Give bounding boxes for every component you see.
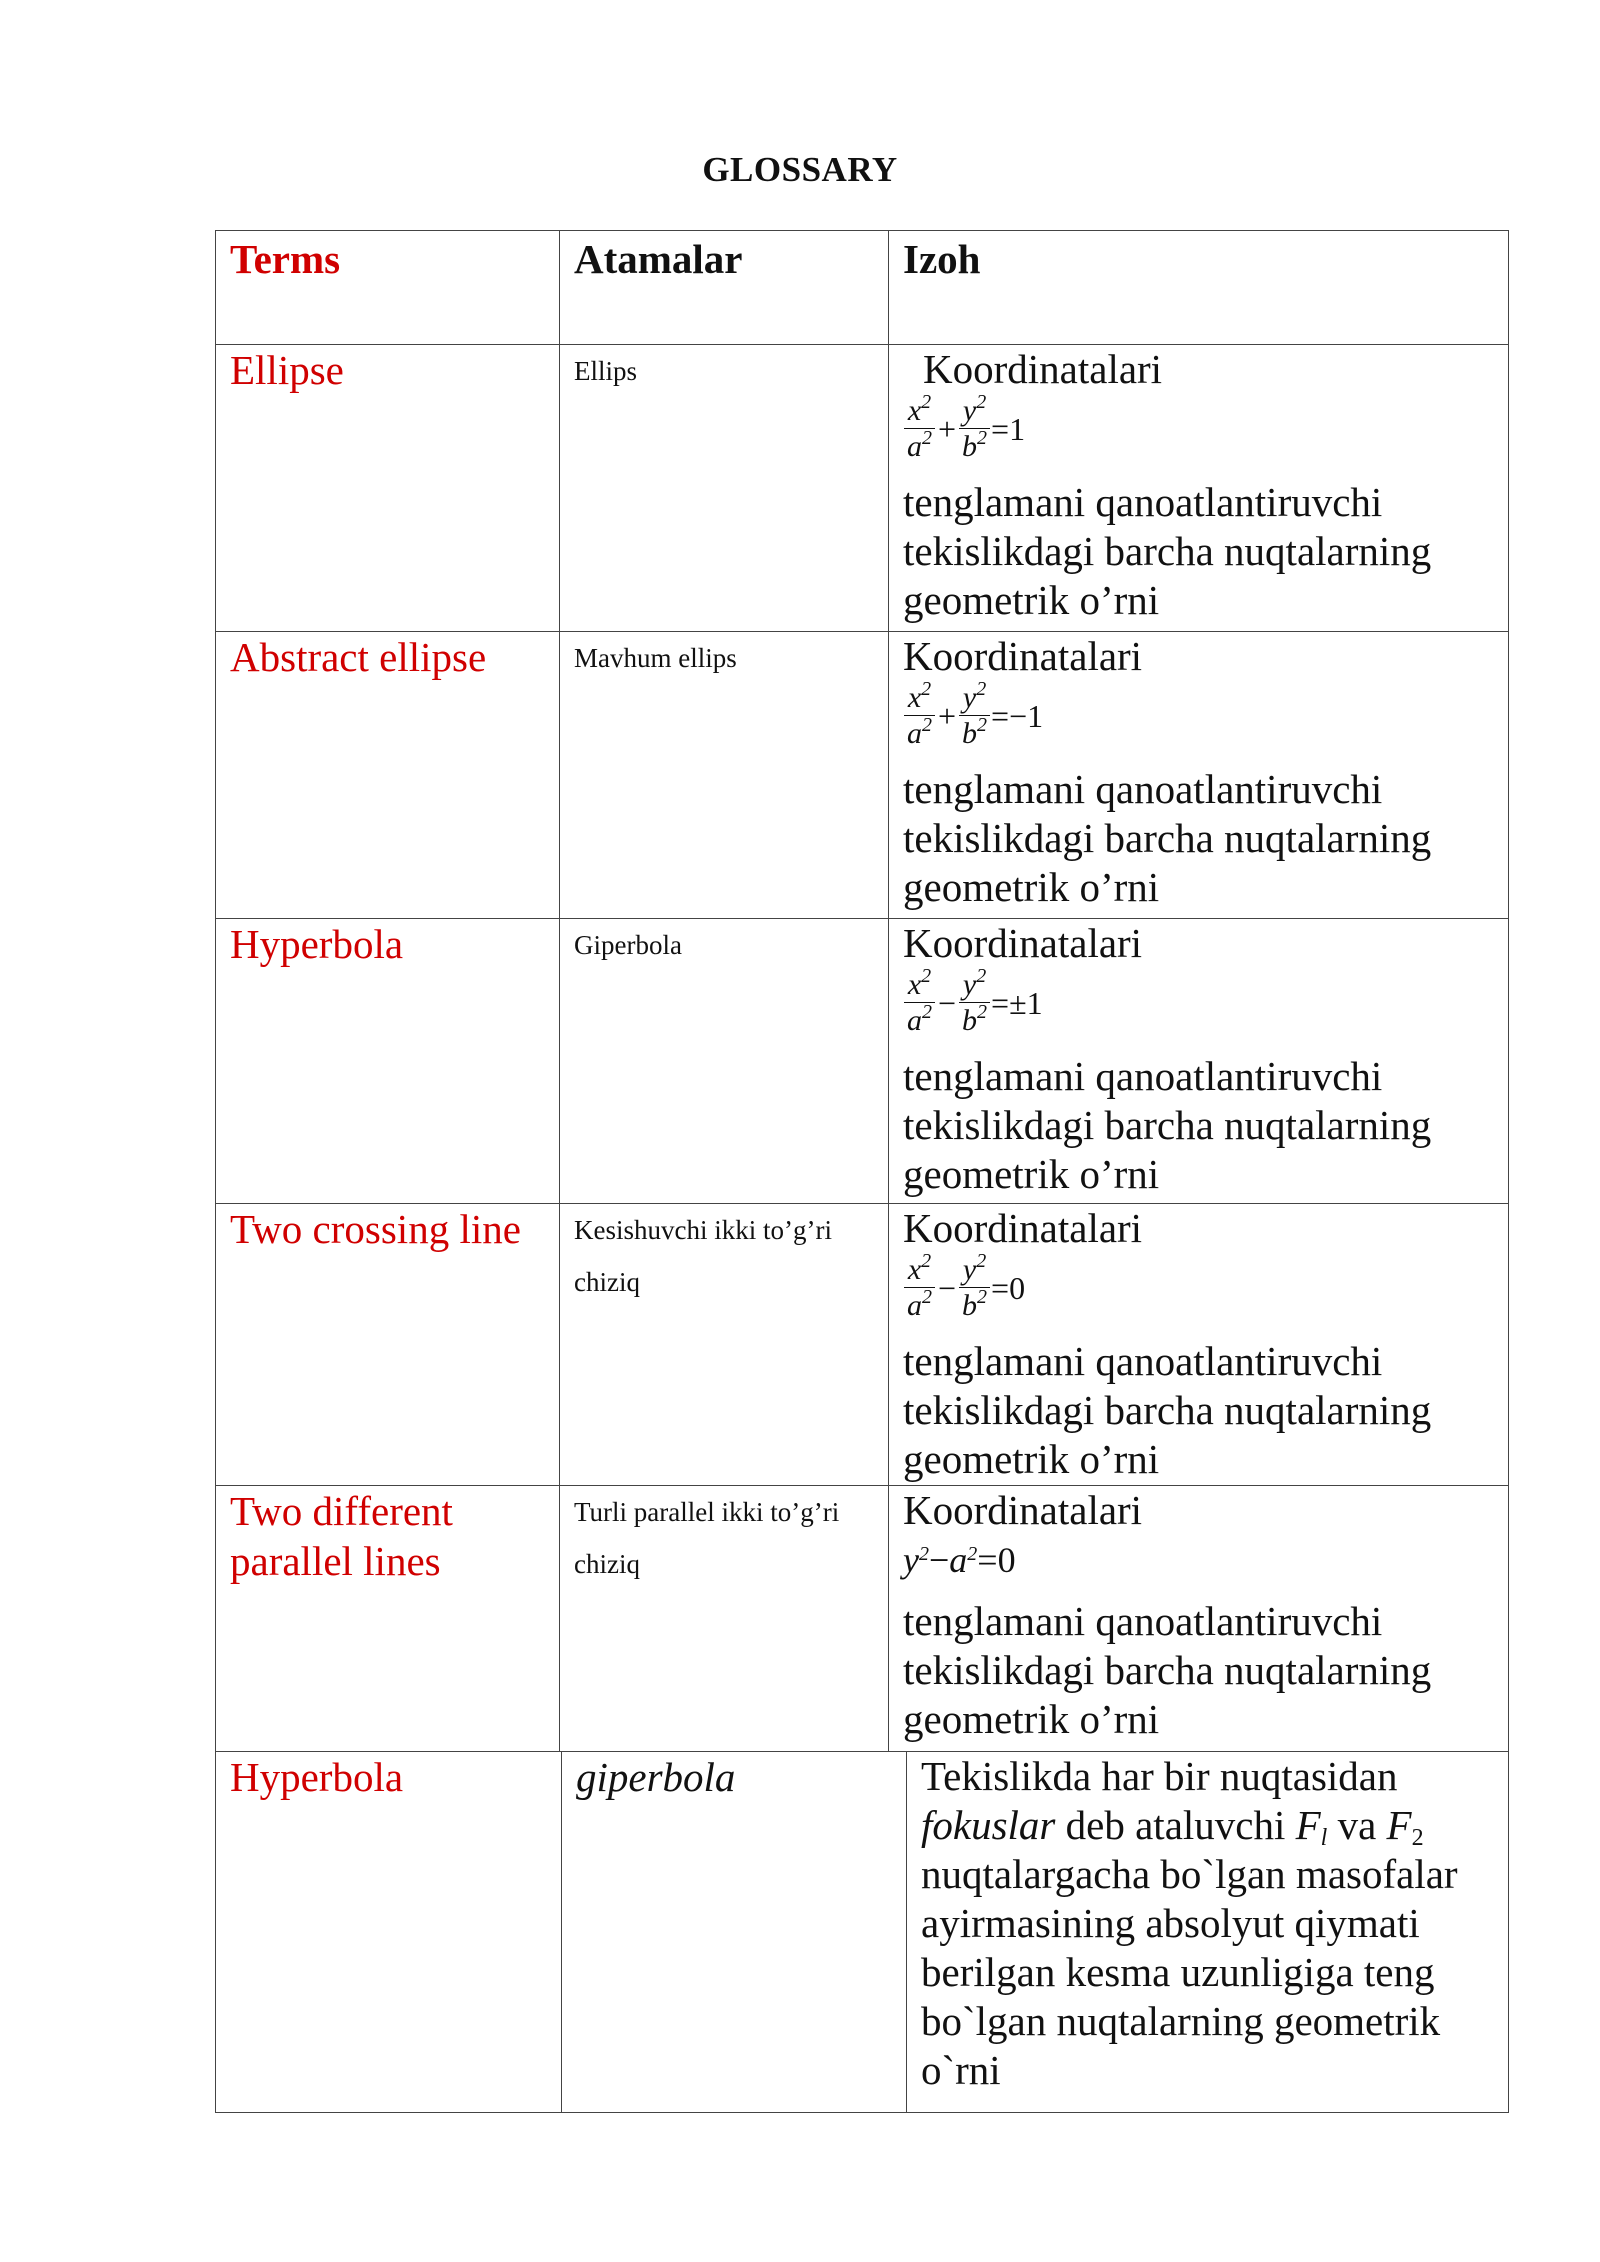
uz-label: Giperbola [574,930,682,960]
desc-line: geometrik o’rni [903,577,1160,623]
desc-line: o`rni [921,2047,1001,2093]
term-label: Two crossing line [230,1206,521,1252]
term-label: Hyperbola [230,921,404,967]
koord-label: Koordinatalari [903,1487,1143,1533]
uz-label: chiziq [574,1267,640,1297]
row-2-uz [559,631,889,919]
header-atamalar [559,230,889,345]
fraction: $\frac{x^2}{a^2}$ [904,394,935,465]
row-1-term [215,344,560,632]
row-3-uz [559,918,889,1204]
parallel-lines-formula: $y^2-a^2=0$ [903,1540,1016,1580]
desc-line: tekislikdagi barcha nuqtalarning [903,528,1432,574]
row-6-desc [906,1751,1509,2113]
fraction: $\frac{y^2}{b^2}$ [959,681,990,752]
ellipse-formula: $\frac{x^2}{a^2}$ + $\frac{y^2}{b^2}$ =1 [903,394,1494,478]
desc-line: tekislikdagi barcha nuqtalarning [903,1102,1432,1148]
desc-line: tenglamani qanoatlantiruvchi [903,1053,1383,1099]
row-1-uz [559,344,889,632]
uz-label: Ellips [574,356,638,386]
koord-label: Koordinatalari [903,920,1143,966]
desc-line: bo`lgan nuqtalarning geometrik [921,1998,1441,2044]
term-label: Ellipse [230,347,344,393]
uz-label: Kesishuvchi ikki to’g’ri [574,1215,832,1245]
row-4-desc [888,1203,1509,1486]
fraction: $\frac{x^2}{a^2}$ [904,968,935,1039]
crossing-lines-formula: $\frac{x^2}{a^2}$ − $\frac{y^2}{b^2}$ =0 [903,1253,1494,1337]
term-label: Abstract ellipse [230,634,487,680]
page-title: GLOSSARY [702,150,898,189]
desc-line: geometrik o’rni [903,864,1160,910]
desc-line: tekislikdagi barcha nuqtalarning [903,815,1432,861]
abstract-ellipse-formula: $\frac{x^2}{a^2}$ + $\frac{y^2}{b^2}$ =−1 [903,681,1494,765]
uz-label: chiziq [574,1549,640,1579]
uz-label: Mavhum ellips [574,643,737,673]
term-label: Two different [230,1488,453,1534]
desc-line: Tekislikda har bir nuqtasidan [921,1753,1398,1799]
koord-label: Koordinatalari [903,1205,1143,1251]
desc-line: tekislikdagi barcha nuqtalarning [903,1647,1432,1693]
row-5-term [215,1485,560,1752]
row-3-desc [888,918,1509,1204]
desc-line: geometrik o’rni [903,1151,1160,1197]
header-terms-label: Terms [230,236,341,282]
desc-line: tenglamani qanoatlantiruvchi [903,479,1383,525]
row-5-uz [559,1485,889,1752]
desc-line: berilgan kesma uzunligiga teng [921,1949,1435,1995]
desc-line: nuqtalargacha bo`lgan masofalar [921,1851,1458,1897]
desc-line: tenglamani qanoatlantiruvchi [903,1338,1383,1384]
koord-label: Koordinatalari [923,346,1163,392]
fraction: $\frac{y^2}{b^2}$ [959,394,990,465]
desc-line: tenglamani qanoatlantiruvchi [903,1598,1383,1644]
desc-line: fokuslar deb ataluvchi $F_l$ va $F_2$ [921,1802,1424,1851]
row-6-term [215,1751,562,2113]
row-2-term [215,631,560,919]
desc-line: geometrik o’rni [903,1436,1160,1482]
header-izoh-label: Izoh [903,236,981,282]
row-4-term [215,1203,560,1486]
term-label: parallel lines [230,1538,441,1584]
fraction: $\frac{y^2}{b^2}$ [959,1253,990,1324]
row-2-desc [888,631,1509,919]
row-4-uz [559,1203,889,1486]
fraction: $\frac{x^2}{a^2}$ [904,1253,935,1324]
fraction: $\frac{x^2}{a^2}$ [904,681,935,752]
desc-line: geometrik o’rni [903,1696,1160,1742]
uz-label: Turli parallel ikki to’g’ri [574,1497,840,1527]
row-3-term [215,918,560,1204]
term-label: Hyperbola [230,1754,404,1800]
hyperbola-formula: $\frac{x^2}{a^2}$ − $\frac{y^2}{b^2}$ =±1 [903,968,1494,1052]
row-6-uz [561,1751,907,2113]
desc-line: ayirmasining absolyut qiymati [921,1900,1420,1946]
desc-line: tekislikdagi barcha nuqtalarning [903,1387,1432,1433]
desc-line: tenglamani qanoatlantiruvchi [903,766,1383,812]
header-atamalar-label: Atamalar [574,236,743,282]
header-izoh [888,230,1509,345]
koord-label: Koordinatalari [903,633,1143,679]
fraction: $\frac{y^2}{b^2}$ [959,968,990,1039]
header-terms [215,230,560,345]
row-1-desc [888,344,1509,632]
glossary-table [215,230,1509,2113]
uz-label: giperbola [576,1754,736,1800]
row-5-desc [888,1485,1509,1752]
